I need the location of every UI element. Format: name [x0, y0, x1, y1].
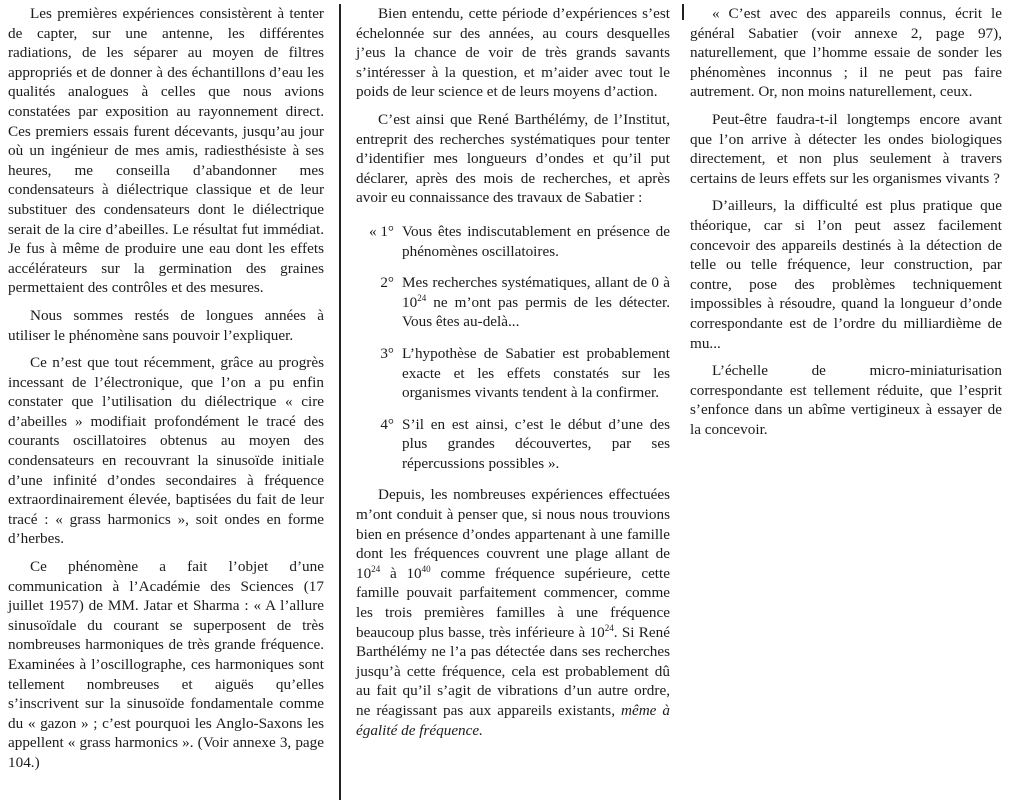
paragraph: Les premières expériences consistèrent à tenter de capter, sur une antenne, les différentes radiations, de les séparer au moyen de filtres appropriés et de donner à des échantillons d’eau les qualités analogues à celles que nous avions constatées par exposition au rayonnement direct. Ces premiers essais furent décevants, jusqu’au jour où un ingénieur de mes amis, radiesthésiste à ses heures, me conseilla d’abandonner mes condensateurs à diélectrique classique et de leur substituer des condensateurs dont le diélectrique serait de la cire d’abeilles. Le résultat fut immédiat. Je fus à même de produire une eau dont les effets accélérateurs sur la germination des graines permettaient des contrôles et des mesures.	[8, 5, 324, 297]
text-run: Depuis, les nombreuses expériences effectuées m’ont conduit à penser que, si nous nous trouvions bien en présence d’ondes appartenant à une famille dont les fréquences couvrent une plage allant de 10	[356, 486, 670, 582]
list-item-text: L’hypothèse de Sabatier est probablement exacte et les effets constatés sur les organismes vivants tendent à la confirmer.	[402, 344, 670, 402]
paragraph: Nous sommes restés de longues années à utiliser le phénomène sans pouvoir l’expliquer.	[8, 306, 324, 344]
paragraph	[356, 485, 670, 740]
paragraph: Ce phénomène a fait l’objet d’une communication à l’Académie des Sciences (17 juillet 1957) de MM. Jatar et Sharma : « A l’allure sinusoïdale du courant se superposent de très nombreuses harmoniques de très grande fréquence. Examinées à l’oscillographe, ces harmoniques sont tellement nombreuses et aiguës qu’elles s’inscrivent sur la sinusoïde fondamentale comme du « gazon » ; c’est pourquoi les Anglo-Saxons les appellent « grass harmonics ». (Voir annexe 3, page 104.)	[8, 558, 324, 771]
list-item	[356, 273, 670, 332]
list-item	[356, 415, 670, 474]
exponent: 40	[421, 563, 431, 574]
text-run: . Si René Barthélémy ne l’a pas détectée dans ses recherches jusqu’à cette fréquence, cela est probablement dû au fait qu’il s’agit de vibrations d’un autre ordre, ne réagissant pas aux appareils existants,	[356, 623, 670, 719]
text-run: comme fréquence supérieure, cette famille pouvait parfaitement commencer, comme les trois premières familles à une fréquence beaucoup plus basse, très inférieure à 10	[356, 564, 670, 641]
text-run: Mes recherches systématiques, allant de 0 à 10	[402, 274, 670, 311]
list-number: 4°	[380, 415, 394, 433]
text-run: à 10	[380, 564, 422, 582]
paragraph: Ce n’est que tout récemment, grâce au progrès incessant de l’électronique, que l’on a pu enfin constater que l’utilisation du diélectrique « cire d’abeilles » modifiait profondément le tracé des courants oscillatoires obtenus au moyen des condensateurs en recouvrant la sinusoïde initiale d’une infinité d’ondes secondaires à fréquence extraordinairement élevée, baptisées du fait de leur tracé : « grass harmonics », soit ondes en forme d’herbes.	[8, 354, 324, 548]
text-column-right	[690, 4, 1002, 447]
column-divider	[339, 4, 341, 800]
exponent: 24	[604, 622, 614, 633]
list-number: 2°	[380, 274, 394, 292]
paragraph: Bien entendu, cette période d’expériences s’est échelonnée sur des années, au cours desquelles j’eus la chance de voir de très grands savants s’intéresser à la question, et m’aider avec tout le poids de leur science et de leurs moyens d’action.	[356, 5, 670, 101]
text-run: ne m’ont pas permis de les détecter. Vous êtes au-delà...	[402, 293, 670, 331]
column-divider	[682, 4, 684, 20]
list-item	[356, 222, 670, 261]
emphasis: même à égalité de fréquence.	[356, 702, 671, 739]
paragraph: L’échelle de micro-miniaturisation correspondante est tellement réduite, que l’esprit s’enfonce dans un abîme vertigineux à essayer de la concevoir.	[690, 362, 1002, 438]
exponent: 24	[417, 292, 427, 303]
list-item-text: S’il en est ainsi, c’est le début d’une des plus grandes découvertes, par ses répercussions possibles ».	[402, 415, 670, 472]
paragraph: C’est ainsi que René Barthélémy, de l’Institut, entreprit des recherches systématiques pour tenter d’identifier mes longueurs d’ondes et qu’il put déclarer, après des mois de recherches, et après avoir eu connaissance des travaux de Sabatier :	[356, 110, 670, 207]
text-column-left	[8, 4, 324, 781]
list-item	[356, 344, 670, 403]
list-number: 3°	[380, 344, 394, 362]
list-item-text: Vous êtes indiscutablement en présence de phénomènes oscillatoires.	[402, 222, 670, 260]
paragraph: D’ailleurs, la difficulté est plus pratique que théorique, car si l’on peut assez facilement concevoir des appareils destinés à la détection de telle ou telle fréquence, leur construction, par contre, pose des problèmes techniquement impossibles à résoudre, quand la longueur d’onde correspondante est de l’ordre du milliardième de mu...	[690, 197, 1002, 352]
list-number: « 1°	[368, 222, 394, 240]
list-item-text	[402, 273, 670, 332]
paragraph: Peut-être faudra-t-il longtemps encore avant que l’on arrive à détecter les ondes biologiques directement, et non plus seulement à travers certains de leurs effets sur les organismes vivants ?	[690, 110, 1002, 187]
paragraph: « C’est avec des appareils connus, écrit le général Sabatier (voir annexe 2, page 97), naturellement, que l’homme essaie de sonder les phénomènes inconnus ; il ne peut pas faire autrement. Or, non moins naturellement, ceux.	[690, 5, 1002, 101]
text-column-middle	[356, 4, 670, 748]
exponent: 24	[371, 563, 381, 574]
quoted-list	[356, 222, 670, 474]
